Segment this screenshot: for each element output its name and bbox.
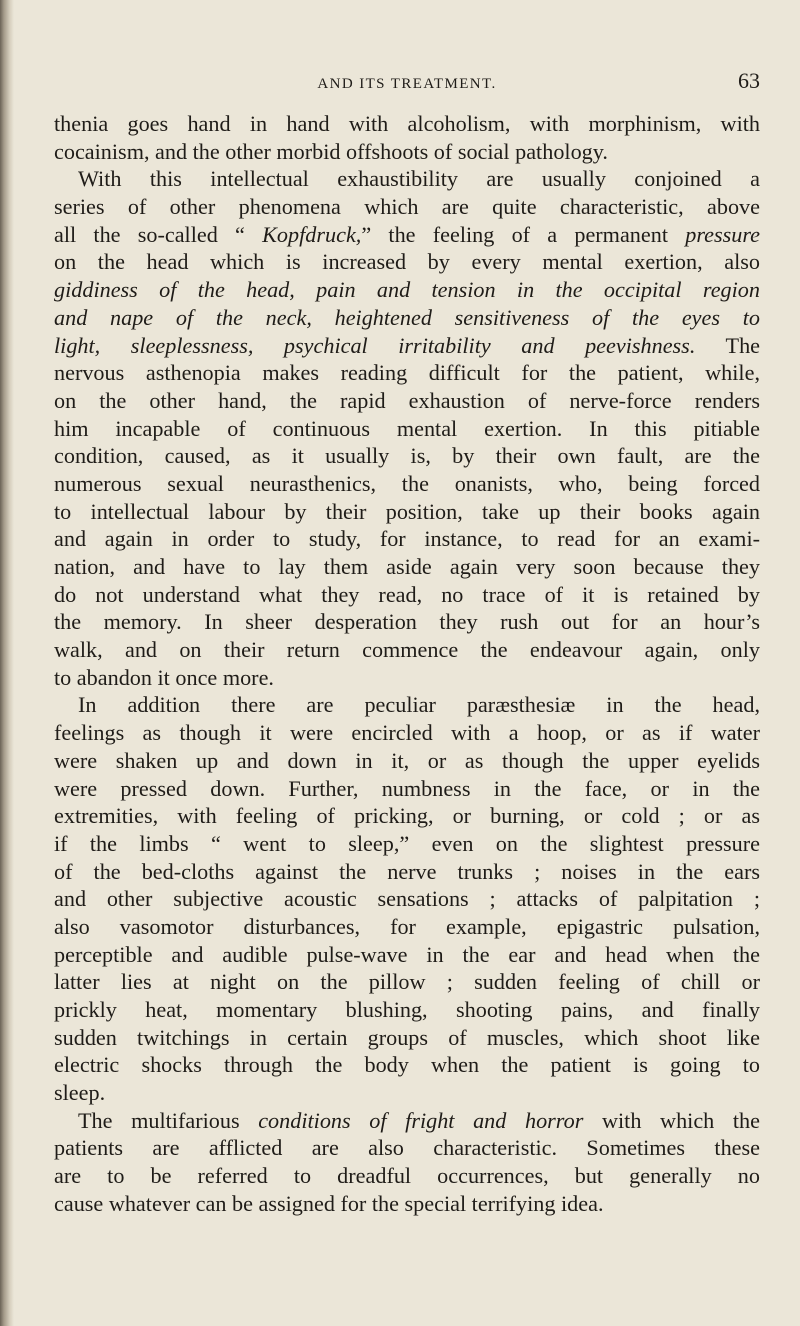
text-line: cause whatever can be assigned for the special terrifying idea. (54, 1190, 604, 1216)
text-line-italic (54, 304, 760, 332)
emphasis-light-line: light, sleeplessness, psychical irritability and peevishness. (54, 332, 696, 358)
text-line-with-emphasis: The multifarious conditions of fright and horror with which the (78, 1107, 760, 1133)
text-line: series of other phenomena which are quite characteristic, above (54, 194, 760, 220)
text-line: patients are afflicted are also characteristic. Sometimes these (54, 1135, 760, 1161)
text-line: and other subjective acoustic sensations ; attacks of palpitation ; (54, 886, 760, 912)
text-line: nation, and have to lay them aside again very soon because they (54, 554, 760, 579)
text-line: of the bed-cloths against the nerve trunks ; noises in the ears (54, 858, 760, 884)
text-line: him incapable of continuous mental exertion. In this pitiable (54, 415, 760, 441)
text-line: do not understand what they read, no trace of it is retained by (54, 581, 760, 607)
text-line: were pressed down. Further, numbness in the face, or in the (54, 775, 760, 801)
text-line: and again in order to study, for instance, to read for an exami- (54, 526, 760, 552)
text-line: also vasomotor disturbances, for example, epigastric pulsation, (54, 913, 760, 939)
text-line: condition, caused, as it usually is, by their own fault, are the (54, 443, 760, 469)
text-line: prickly heat, momentary blushing, shooting pains, and finally (54, 997, 760, 1022)
text-line: In addition there are peculiar paræsthesiæ in the head, (78, 692, 760, 718)
text-line: sudden twitchings in certain groups of muscles, which shoot like (54, 1024, 760, 1050)
text-line: electric shocks through the body when the patient is going to (54, 1052, 760, 1078)
text-line: extremities, with feeling of pricking, or burning, or cold ; or as (54, 803, 760, 829)
page-binding-edge (0, 0, 14, 1326)
text-line: latter lies at night on the pillow ; sudden feeling of chill or (54, 969, 760, 995)
text-line: the memory. In sheer desperation they rush out for an hour’s (54, 609, 760, 635)
text-line: on the head which is increased by every mental exertion, also (54, 249, 760, 275)
text-line-italic (54, 276, 760, 304)
text-line: to abandon it once more. (54, 664, 274, 690)
text-line: cocainism, and the other morbid offshoots of social pathology. (54, 138, 608, 164)
text-line: to intellectual labour by their position, take up their books again (54, 498, 760, 524)
text-line: nervous asthenopia makes reading difficult for the patient, while, (54, 360, 760, 386)
text-line: walk, and on their return commence the endeavour again, only (54, 637, 760, 663)
text-line: perceptible and audible pulse-wave in the ear and head when the (54, 941, 760, 967)
text-line: on the other hand, the rapid exhaustion of nerve-force renders (54, 387, 760, 413)
text-line: sleep. (54, 1080, 106, 1106)
emphasis-kopfdruck: Kopfdruck, (262, 221, 362, 247)
text-line-with-emphasis: all the so-called “ Kopfdruck,” the feeling of a permanent pressure (54, 221, 760, 247)
emphasis-conditions: conditions of fright and horror (258, 1107, 584, 1133)
emphasis-pressure: pressure (685, 221, 760, 247)
emphasis-nape-line: and nape of the neck, heightened sensitiveness of the eyes to (54, 304, 760, 330)
page-number: 63 (738, 68, 760, 93)
text-line: With this intellectual exhaustibility are usually conjoined a (78, 166, 760, 192)
emphasis-giddiness-line: giddiness of the head, pain and tension in the occipital region (54, 277, 760, 303)
book-page (54, 68, 760, 1218)
body-text (54, 110, 760, 1218)
text-line: are to be referred to dreadful occurrences, but generally no (54, 1163, 760, 1189)
running-title: AND ITS TREATMENT. (317, 76, 497, 92)
text-line: if the limbs “ went to sleep,” even on the slightest pressure (54, 830, 760, 856)
text-line: were shaken up and down in it, or as though the upper eyelids (54, 747, 760, 773)
text-line: feelings as though it were encircled with a hoop, or as if water (54, 720, 760, 746)
text-line: thenia goes hand in hand with alcoholism, with morphinism, with (54, 111, 760, 136)
text-line: numerous sexual neurasthenics, the onanists, who, being forced (54, 470, 760, 496)
text-line-with-emphasis: light, sleeplessness, psychical irritability and peevishness. The (54, 332, 761, 358)
running-header (54, 68, 760, 96)
